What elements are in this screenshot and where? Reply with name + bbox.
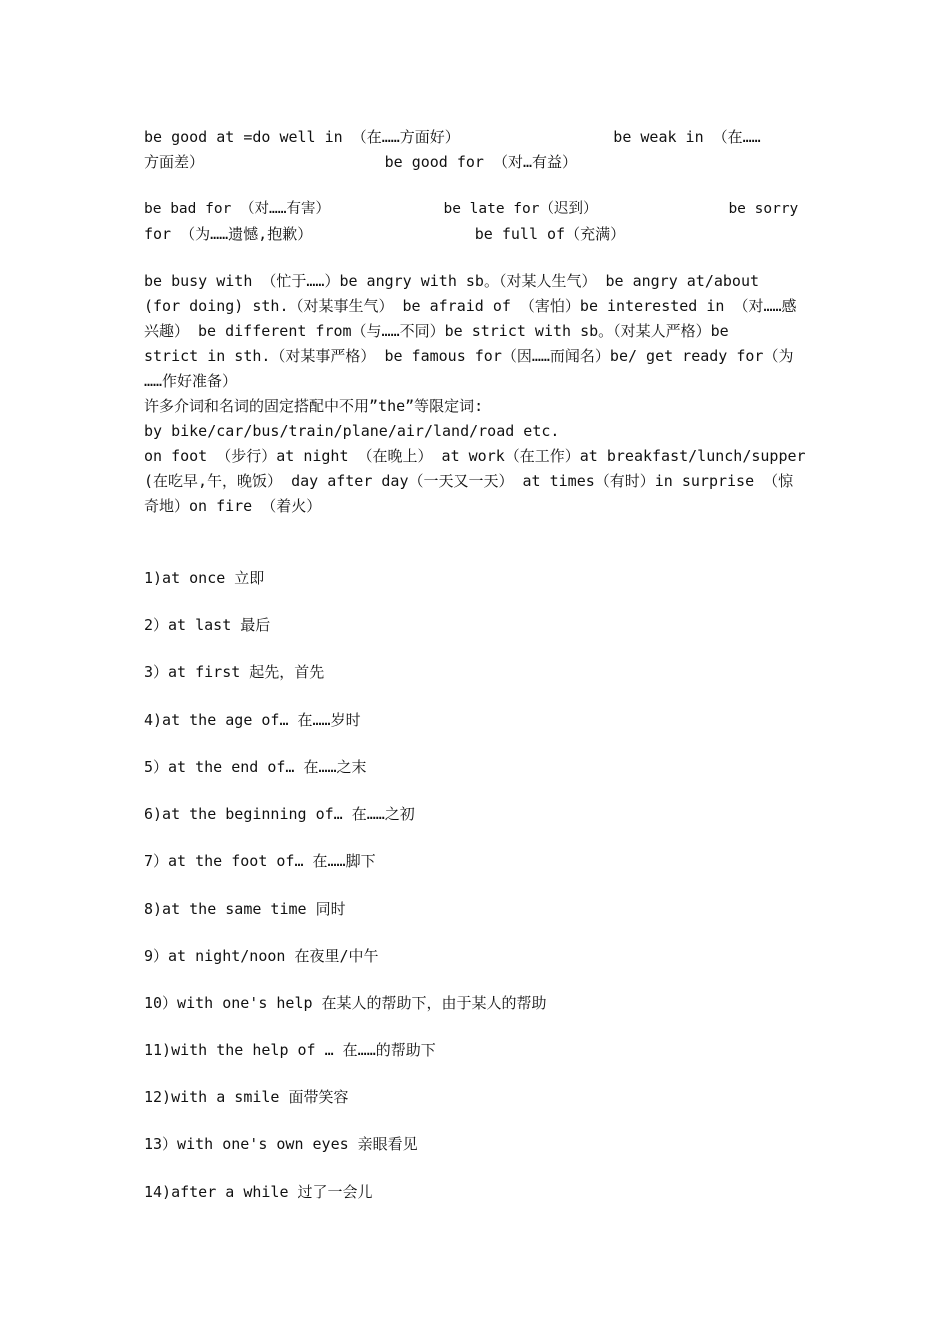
text-line: (for doing) sth.（对某事生气） be afraid of （害怕）be interested in （对……感	[144, 297, 797, 315]
list-item: 2）at last 最后	[144, 616, 271, 634]
list-item: 8)at the same time 同时	[144, 900, 346, 918]
text-line: 方面差） be good for （对…有益）	[144, 153, 578, 171]
list-item: 12)with a smile 面带笑容	[144, 1088, 349, 1106]
list-item: 7）at the foot of… 在……脚下	[144, 852, 376, 870]
text-line: 兴趣） be different from（与……不同）be strict with sb。（对某人严格）be	[144, 322, 729, 340]
list-item: 13）with one's own eyes 亲眼看见	[144, 1135, 418, 1153]
text-line: be busy with （忙于……）be angry with sb。（对某人生气） be angry at/about	[144, 272, 760, 290]
text-line: on foot （步行）at night （在晚上） at work（在工作）at breakfast/lunch/supper	[144, 447, 806, 465]
text-line: for （为……遗憾,抱歉） be full of（充满）	[144, 225, 626, 243]
list-item: 5）at the end of… 在……之末	[144, 758, 367, 776]
list-item: 9）at night/noon 在夜里/中午	[144, 947, 379, 965]
list-item: 11)with the help of … 在……的帮助下	[144, 1041, 436, 1059]
list-item: 1)at once 立即	[144, 569, 265, 587]
text-line: be bad for （对……有害） be late for（迟到） be sorry	[144, 201, 799, 217]
list-item: 3）at first 起先，首先	[144, 663, 325, 681]
text-line: 许多介词和名词的固定搭配中不用”the”等限定词:	[144, 397, 484, 415]
list-item: 4)at the age of… 在……岁时	[144, 711, 361, 729]
list-item: 14)after a while 过了一会儿	[144, 1183, 373, 1201]
text-line: 奇地）on fire （着火）	[144, 497, 322, 515]
list-item: 10）with one's help 在某人的帮助下，由于某人的帮助	[144, 994, 547, 1012]
text-line: strict in sth.（对某事严格） be famous for（因……而闻名）be/ get ready for（为	[144, 347, 794, 365]
text-line: by bike/car/bus/train/plane/air/land/road etc.	[144, 422, 560, 440]
text-line: (在吃早,午，晚饭） day after day（一天又一天） at times（有时）in surprise （惊	[144, 472, 794, 490]
text-line: ……作好准备）	[144, 372, 238, 390]
text-line: be good at =do well in （在……方面好） be weak in （在……	[144, 128, 761, 146]
list-item: 6)at the beginning of… 在……之初	[144, 805, 415, 823]
